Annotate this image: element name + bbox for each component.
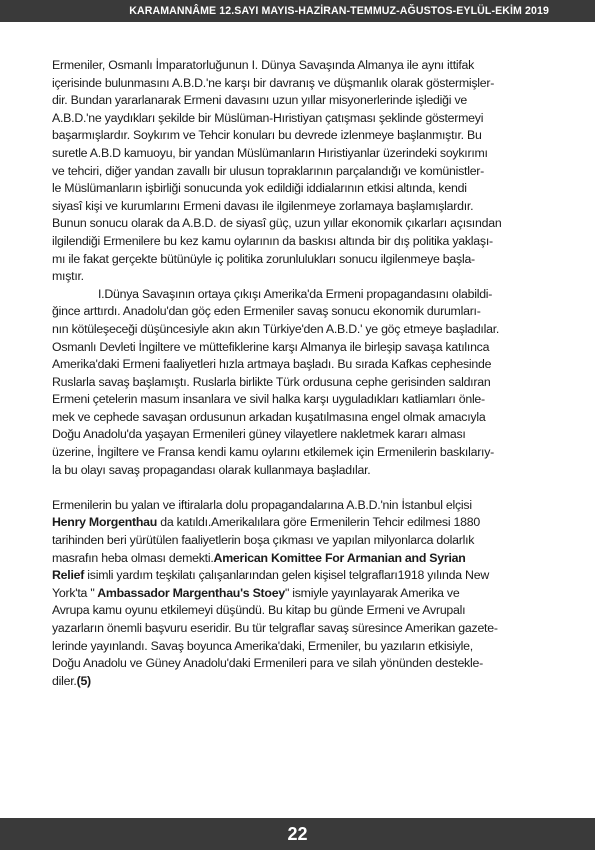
text-line: la bu olayı savaş propagandası olarak kullanmaya başladılar. xyxy=(52,462,371,477)
text-line: Doğu Anadolu ve Güney Anadolu'daki Ermenileri para ve silah yönünden destekle- xyxy=(52,656,483,671)
text-line: içerisinde bulunmasını A.B.D.'ne karşı bir davranış ve düşmanlık olarak göstermişler- xyxy=(52,75,495,90)
footnote-reference: (5) xyxy=(76,673,91,688)
text-line: Ermenilerin bu yalan ve iftiralarla dolu propagandalarına A.B.D.'nin İstanbul elçisi xyxy=(52,497,472,512)
article-body xyxy=(52,57,544,690)
text-line: Amerika'daki Ermeni faaliyetleri hızla artmaya başladı. Bu sırada Kafkas cephesinde xyxy=(52,357,492,372)
paragraph-3 xyxy=(52,497,544,691)
organization-name-continued: Relief xyxy=(52,568,85,583)
text-line: ve tehciri, diğer yandan zavallı bir ulusun topraklarının parçalandığı ve komünistler- xyxy=(52,163,485,178)
text-line xyxy=(52,673,544,691)
text-fragment: masrafın heba olması demekti. xyxy=(52,550,214,565)
text-line: le Müslümanların işbirliği sonucunda yok edildiği iddialarının etkisi altında, kendi xyxy=(52,181,467,196)
text-line: Ermeniler, Osmanlı İmparatorluğunun I. Dünya Savaşında Almanya ile aynı ittifak xyxy=(52,58,475,72)
text-line xyxy=(52,585,544,603)
organization-name: American Komittee For Armanian and Syrian xyxy=(213,550,466,565)
text-line: Osmanlı Devleti İngiltere ve müttefiklerine karşı Almanya ile birleşip savaşa katılınca xyxy=(52,339,490,354)
text-line xyxy=(52,567,544,585)
text-line: Ermeni çetelerin masum insanlara ve sivil halka karşı uyguladıkları katliamları önle- xyxy=(52,392,485,407)
person-name: Henry Morgenthau xyxy=(52,515,158,530)
text-line: siyasî kişi ve kurumlarını Ermeni davası ile ilgilenmeye zorlamaya başlamışlardır. xyxy=(52,198,474,213)
text-line: yazarların önemli başvuru eseridir. Bu tür telgraflar savaş süresince Amerikan gazete- xyxy=(52,621,498,635)
page-number: 22 xyxy=(287,824,308,844)
text-line: mı ile fakat gerçekte bütünüyle iç politika zorunlulukları sonucu ilgilenmeye başla- xyxy=(52,251,475,266)
book-title: Ambassador Margenthau's Stoey xyxy=(94,585,285,600)
text-fragment: " ismiyle yayınlayarak Amerika ve xyxy=(284,585,460,600)
text-fragment: isimli yardım teşkilatı çalışanlarından gelen kişisel telgrafları1918 yılında New xyxy=(84,568,489,583)
text-line: nın kötüleşeceği düşüncesiyle akın akın Türkiye'den A.B.D.' ye göç etmeye başladılar. xyxy=(52,321,500,336)
text-line: A.B.D.'ne yaydıkları şekilde bir Müslüman-Hıristiyan çatışması şeklinde göstermeyi xyxy=(52,110,484,125)
text-line: suretle A.B.D kamuoyu, bir yandan Müslümanların Hıristiyanlar üzerindeki soykırımı xyxy=(52,145,488,160)
text-line: tarihinden beri yürütülen faaliyetlerin boşa çıkması ve yapılan milyonlarca dolarlık xyxy=(52,533,475,548)
text-fragment: diler. xyxy=(52,673,77,688)
text-fragment: da katıldı.Amerikalılara göre Ermenilerin Tehcir edilmesi 1880 xyxy=(157,515,480,530)
paragraph-1 xyxy=(52,57,544,286)
page-footer xyxy=(0,818,595,850)
text-line xyxy=(52,550,544,568)
text-line: Bunun sonucu olarak da A.B.D. de siyasî güç, uzun yıllar ekonomik çıkarları açısından xyxy=(52,216,502,231)
text-line: mek ve cephede savaşan ordusunun arkadan kuşatılmasına engel olmak amacıyla xyxy=(52,409,486,424)
text-line: Avrupa kamu oyunu etkilemeyi düşündü. Bu kitap bu günde Ermeni ve Avrupalı xyxy=(52,603,466,618)
paragraph-2 xyxy=(52,286,544,480)
text-line: Ruslarla savaş başlamıştı. Ruslarla birlikte Türk ordusuna cephe gerisinden saldıran xyxy=(52,374,491,389)
text-line: Doğu Anadolu'da yaşayan Ermenileri güney vilayetlere nakletmek kararı alması xyxy=(52,427,466,442)
text-line: ğince arttırdı. Anadolu'dan göç eden Ermeniler savaş sonucu ekonomik durumları- xyxy=(52,304,481,319)
text-line: mıştır. xyxy=(52,269,84,284)
text-line: I.Dünya Savaşının ortaya çıkışı Amerika'da Ermeni propagandasını olabildi- xyxy=(98,286,493,301)
text-line: lerinde yayınlandı. Savaş boyunca Amerika'daki, Ermeniler, bu yazıların etkisiyle, xyxy=(52,638,473,653)
text-line: ilgilendiği Ermenilere bu kez kamu oylarının da baskısı altında bir dış politika yaklaşı- xyxy=(52,233,493,248)
text-line: dir. Bundan yararlanarak Ermeni davasını uzun yıllar misyonerlerinde işlediği ve xyxy=(52,93,467,108)
text-fragment: York'ta " xyxy=(52,585,95,600)
text-line xyxy=(52,514,544,532)
running-title: KARAMANNÂME 12.SAYI MAYIS-HAZİRAN-TEMMUZ-AĞUSTOS-EYLÜL-EKİM 2019 xyxy=(129,5,549,17)
running-header xyxy=(0,0,595,22)
text-line: başarmışlardır. Soykırım ve Tehcir konuları bu devrede izlenmeye başlanmıştır. Bu xyxy=(52,128,482,143)
text-line: üzerine, İngiltere ve Fransa kendi kamu oylarını etkilemek için Ermenilerin baskılarıy- xyxy=(52,445,495,460)
paragraph-gap xyxy=(52,479,544,497)
